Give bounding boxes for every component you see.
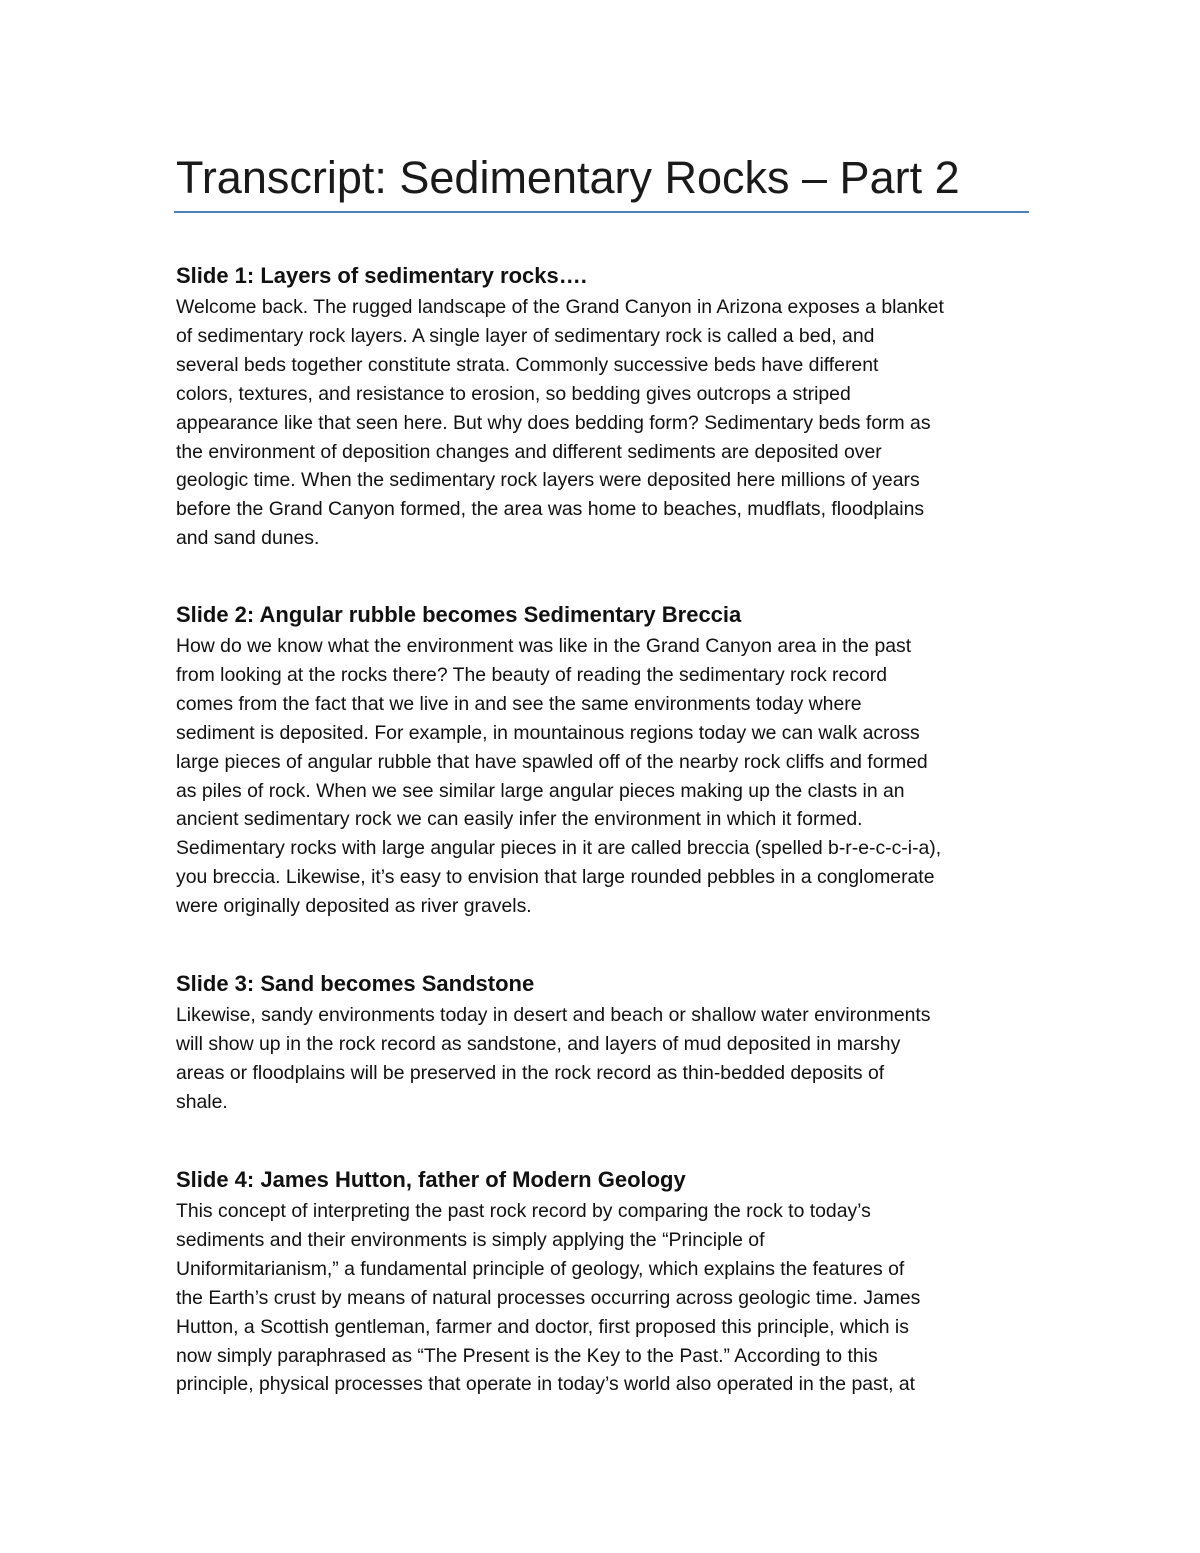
text-line: Sedimentary rocks with large angular pieces in it are called breccia (spelled b-r-e-c-c-i-a), [176, 837, 942, 860]
text-line: principle, physical processes that operate in today’s world also operated in the past, at [176, 1373, 916, 1396]
text-line: were originally deposited as river gravels. [176, 895, 532, 918]
slide-1-paragraph [176, 293, 1036, 553]
text-line: This concept of interpreting the past rock record by comparing the rock to today’s [176, 1200, 871, 1222]
slide-2-paragraph [176, 632, 1036, 921]
text-line: several beds together constitute strata. Commonly successive beds have different [176, 353, 879, 376]
slide-1-section [176, 261, 1036, 553]
text-line: Hutton, a Scottish gentleman, farmer and doctor, first proposed this principle, which is [176, 1315, 909, 1338]
text-line: the Earth’s crust by means of natural processes occurring across geologic time. James [176, 1286, 921, 1309]
text-line: will show up in the rock record as sandstone, and layers of mud deposited in marshy [176, 1032, 901, 1055]
text-line: sediments and their environments is simply applying the “Principle of [176, 1228, 765, 1251]
document-title: Transcript: Sedimentary Rocks – Part 2 [176, 152, 960, 203]
text-line: colors, textures, and resistance to erosion, so bedding gives outcrops a striped [176, 382, 851, 405]
text-line: shale. [176, 1090, 228, 1113]
title-underline [174, 211, 1029, 213]
text-line: before the Grand Canyon formed, the area was home to beaches, mudflats, floodplains [176, 498, 925, 521]
slide-1-heading: Slide 1: Layers of sedimentary rocks…. [176, 263, 587, 288]
text-line: appearance like that seen here. But why does bedding form? Sedimentary beds form as [176, 411, 931, 434]
text-line: and sand dunes. [176, 527, 320, 550]
text-line: How do we know what the environment was like in the Grand Canyon area in the past [176, 635, 912, 657]
slide-2-section [176, 600, 1036, 921]
text-line: Likewise, sandy environments today in desert and beach or shallow water environments [176, 1004, 931, 1026]
slide-4-section [176, 1165, 1036, 1399]
slide-3-paragraph [176, 1001, 1036, 1117]
slide-4-paragraph [176, 1197, 1036, 1399]
text-line: large pieces of angular rubble that have spawled off of the nearby rock cliffs and formed [176, 750, 928, 773]
text-line: Welcome back. The rugged landscape of the Grand Canyon in Arizona exposes a blanket [176, 296, 944, 318]
text-line: as piles of rock. When we see similar large angular pieces making up the clasts in an [176, 779, 905, 802]
text-line: from looking at the rocks there? The beauty of reading the sedimentary rock record [176, 663, 888, 686]
text-line: sediment is deposited. For example, in mountainous regions today we can walk across [176, 721, 920, 744]
text-line: geologic time. When the sedimentary rock layers were deposited here millions of years [176, 469, 920, 492]
slide-2-heading: Slide 2: Angular rubble becomes Sedimentary Breccia [176, 602, 742, 627]
text-line: the environment of deposition changes and different sediments are deposited over [176, 440, 882, 463]
text-line: now simply paraphrased as “The Present is the Key to the Past.” According to this [176, 1344, 878, 1367]
slide-3-heading: Slide 3: Sand becomes Sandstone [176, 971, 535, 996]
text-line: areas or floodplains will be preserved in the rock record as thin-bedded deposits of [176, 1061, 885, 1084]
text-line: comes from the fact that we live in and see the same environments today where [176, 692, 862, 715]
slide-3-section [176, 969, 1036, 1117]
text-line: Uniformitarianism,” a fundamental principle of geology, which explains the features of [176, 1257, 905, 1280]
text-line: you breccia. Likewise, it’s easy to envision that large rounded pebbles in a conglomerate [176, 866, 935, 889]
text-line: ancient sedimentary rock we can easily infer the environment in which it formed. [176, 808, 863, 831]
slide-4-heading: Slide 4: James Hutton, father of Modern Geology [176, 1167, 686, 1192]
text-line: of sedimentary rock layers. A single layer of sedimentary rock is called a bed, and [176, 324, 875, 347]
